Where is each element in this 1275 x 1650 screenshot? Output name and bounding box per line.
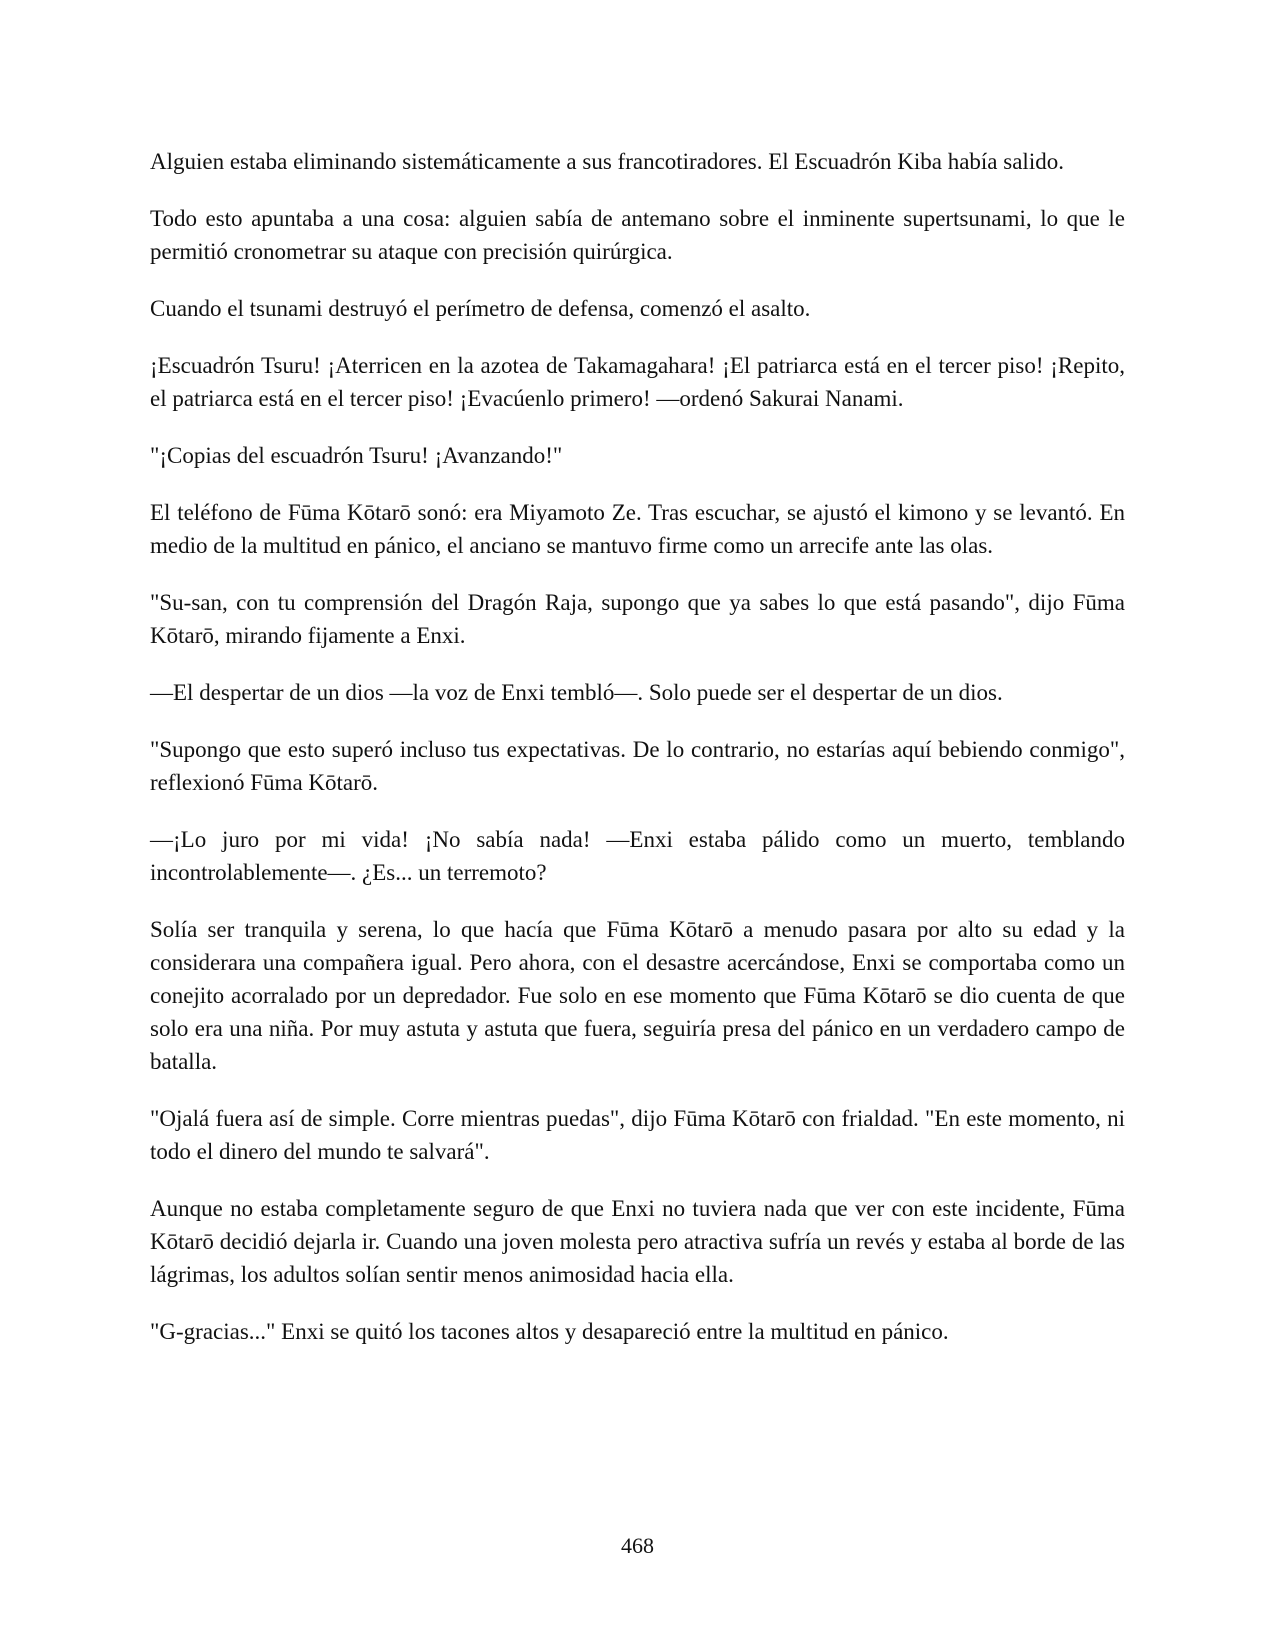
paragraph-10: —¡Lo juro por mi vida! ¡No sabía nada! —Enxi estaba pálido como un muerto, temblando incontrolablemente—. ¿Es... un terremoto?: [150, 827, 1125, 885]
page-number: 468: [621, 1533, 654, 1558]
paragraph-9: "Supongo que esto superó incluso tus expectativas. De lo contrario, no estarías aquí bebiendo conmigo", reflexionó Fūma Kōtarō.: [150, 737, 1125, 795]
paragraph-6: El teléfono de Fūma Kōtarō sonó: era Miyamoto Ze. Tras escuchar, se ajustó el kimono y se levantó. En medio de la multitud en pánico, el anciano se mantuvo firme como un arrecife ante las olas.: [150, 500, 1125, 558]
page-body: [150, 145, 1125, 1372]
paragraph-1: Alguien estaba eliminando sistemáticamente a sus francotiradores. El Escuadrón Kiba había salido.: [150, 149, 1064, 174]
paragraph-13: Aunque no estaba completamente seguro de que Enxi no tuviera nada que ver con este incidente, Fūma Kōtarō decidió dejarla ir. Cuando una joven molesta pero atractiva sufría un revés y estaba al borde de las lágrimas, los adultos solían sentir menos animosidad hacia ella.: [150, 1196, 1125, 1287]
paragraph-5: "¡Copias del escuadrón Tsuru! ¡Avanzando!": [150, 443, 563, 468]
paragraph-3: Cuando el tsunami destruyó el perímetro de defensa, comenzó el asalto.: [150, 296, 811, 321]
paragraph-12: "Ojalá fuera así de simple. Corre mientras puedas", dijo Fūma Kōtarō con frialdad. "En este momento, ni todo el dinero del mundo te salvará".: [150, 1106, 1125, 1164]
paragraph-14: "G-gracias..." Enxi se quitó los tacones altos y desapareció entre la multitud en pánico.: [150, 1319, 949, 1344]
paragraph-11: Solía ser tranquila y serena, lo que hacía que Fūma Kōtarō a menudo pasara por alto su edad y la considerara una compañera igual. Pero ahora, con el desastre acercándose, Enxi se comportaba como un conejito acorralado por un depredador. Fue solo en ese momento que Fūma Kōtarō se dio cuenta de que solo era una niña. Por muy astuta y astuta que fuera, seguiría presa del pánico en un verdadero campo de batalla.: [150, 917, 1125, 1074]
paragraph-4: ¡Escuadrón Tsuru! ¡Aterricen en la azotea de Takamagahara! ¡El patriarca está en el tercer piso! ¡Repito, el patriarca está en el tercer piso! ¡Evacúenlo primero! —ordenó Sakurai Nanami.: [150, 353, 1125, 411]
paragraph-7: "Su-san, con tu comprensión del Dragón Raja, supongo que ya sabes lo que está pasando", dijo Fūma Kōtarō, mirando fijamente a Enxi.: [150, 590, 1125, 648]
paragraph-8: —El despertar de un dios —la voz de Enxi tembló—. Solo puede ser el despertar de un dios.: [150, 680, 1003, 705]
paragraph-2: Todo esto apuntaba a una cosa: alguien sabía de antemano sobre el inminente supertsunami, lo que le permitió cronometrar su ataque con precisión quirúrgica.: [150, 206, 1125, 264]
